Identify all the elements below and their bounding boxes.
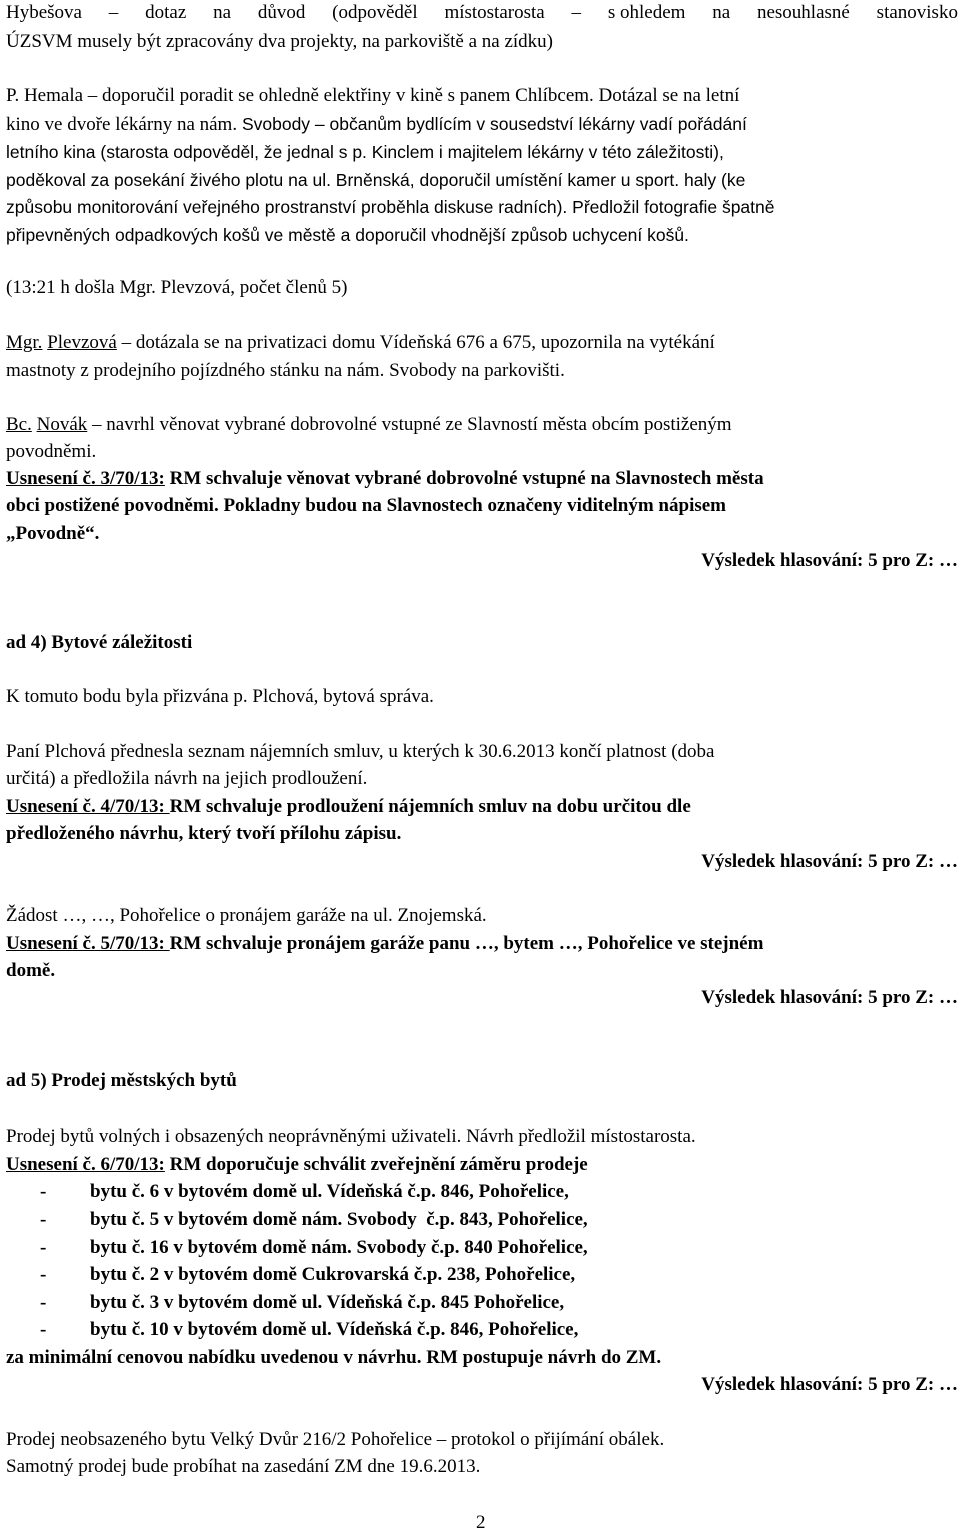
vote-result: Výsledek hlasování: 5 pro Z: … <box>701 987 958 1008</box>
list-item <box>40 1180 569 1204</box>
name-underlined: Mgr. <box>6 332 43 353</box>
text: – dotázala se na privatizaci domu Vídeňská 676 a 675, upozornila na vytékání <box>116 332 715 353</box>
ad5-para1: Prodej bytů volných i obsazených neoprávněnými uživateli. Návrh předložil místostarosta. <box>6 1126 696 1147</box>
word: (odpověděl <box>332 2 418 23</box>
list-item-text: bytu č. 10 v bytovém domě ul. Vídeňská č.p. 846, Pohořelice, <box>90 1319 579 1340</box>
text: RM schvaluje pronájem garáže panu …, bytem …, Pohořelice ve stejném <box>169 933 764 954</box>
word: na <box>712 2 731 23</box>
name-underlined: Plevzová <box>47 332 117 353</box>
list-item <box>40 1291 564 1315</box>
para2-line1: P. Hemala – doporučil poradit se ohledně elektřiny v kině s panem Chlíbcem. Dotázal se na letní <box>6 85 740 106</box>
resolution-4-line1 <box>6 795 691 819</box>
vote-result: Výsledek hlasování: 5 pro Z: … <box>701 851 958 872</box>
word: Hybešova <box>6 2 82 23</box>
resolution-6-line1 <box>6 1153 588 1177</box>
resolution-4-line2: předloženého návrhu, který tvoří přílohu zápisu. <box>6 823 402 844</box>
list-item-text: bytu č. 3 v bytovém domě ul. Vídeňská č.p. 845 Pohořelice, <box>90 1292 565 1313</box>
vote-result: Výsledek hlasování: 5 pro Z: … <box>701 550 958 571</box>
vote-result: Výsledek hlasování: 5 pro Z: … <box>701 1374 958 1395</box>
name-underlined: Novák <box>36 414 88 435</box>
word: – <box>571 2 582 23</box>
last-para-line1: Prodej neobsazeného bytu Velký Dvůr 216/2 Pohořelice – protokol o přijímání obálek. <box>6 1429 665 1450</box>
list-item-text: bytu č. 2 v bytovém domě Cukrovarská č.p. 238, Pohořelice, <box>90 1264 576 1285</box>
bullet-dash: - <box>40 1264 47 1285</box>
para1-line1 <box>6 1 958 25</box>
last-para-line2: Samotný prodej bude probíhat na zasedání ZM dne 19.6.2013. <box>6 1456 481 1477</box>
section-title-ad5: ad 5) Prodej městských bytů <box>6 1070 237 1091</box>
list-item <box>40 1236 588 1260</box>
page-number: 2 <box>476 1512 486 1533</box>
word: s ohledem <box>607 2 686 23</box>
resolution-5-line1 <box>6 932 763 956</box>
resolution-3-line2: obci postižené povodněmi. Pokladny budou na Slavnostech označeny viditelným nápisem <box>6 495 726 516</box>
bullet-dash: - <box>40 1237 47 1258</box>
bullet-dash: - <box>40 1209 47 1230</box>
list-item-text: bytu č. 6 v bytovém domě ul. Vídeňská č.p. 846, Pohořelice, <box>90 1181 569 1202</box>
resolution-label: Usnesení č. 5/70/13: <box>6 933 170 954</box>
resolution-3-line1 <box>6 467 764 491</box>
list-item-text: bytu č. 16 v bytovém domě nám. Svobody č.p. 840 Pohořelice, <box>90 1237 588 1258</box>
ad4-para2-line1: Paní Plchová přednesla seznam nájemních smluv, u kterých k 30.6.2013 končí platnost (doba <box>6 741 715 762</box>
ad4-para1: K tomuto bodu byla přizvána p. Plchová, bytová správa. <box>6 686 434 707</box>
bullet-dash: - <box>40 1319 47 1340</box>
word: stanovisko <box>876 2 958 23</box>
resolution-label: Usnesení č. 3/70/13: <box>6 468 165 489</box>
text: RM doporučuje schválit zveřejnění záměru prodeje <box>164 1154 588 1175</box>
para4-line1 <box>6 331 715 355</box>
para2-line4: poděkoval za posekání živého plotu na ul. Brněnská, doporučil umístění kamer u sport. haly (ke <box>6 170 746 190</box>
word: místostarosta <box>444 2 545 23</box>
name-underlined: Bc. <box>6 414 32 435</box>
para2-line6: připevněných odpadkových košů ve městě a doporučil vhodnější způsob uchycení košů. <box>6 225 689 245</box>
para1-line2: ÚZSVM musely být zpracovány dva projekty, na parkoviště a na zídku) <box>6 31 553 52</box>
resolution-5-line2: domě. <box>6 960 56 981</box>
section-title-ad4: ad 4) Bytové záležitosti <box>6 632 193 653</box>
word: nesouhlasné <box>756 2 850 23</box>
text-sans: Svobody – občanům bydlícím v sousedství lékárny vadí pořádání <box>237 114 747 134</box>
para5-line1 <box>6 413 732 437</box>
text-serif: kino ve dvoře lékárny na nám. <box>6 114 238 135</box>
bullet-dash: - <box>40 1181 47 1202</box>
resolution-3-line3: „Povodně“. <box>6 523 100 544</box>
text: RM schvaluje prodloužení nájemních smluv na dobu určitou dle <box>169 796 691 817</box>
para5-line2: povodněmi. <box>6 441 97 462</box>
text: RM schvaluje věnovat vybrané dobrovolné vstupné na Slavnostech města <box>164 468 764 489</box>
word: na <box>213 2 232 23</box>
list-item <box>40 1318 578 1342</box>
para2-line5: způsobu monitorování veřejného prostranství proběhla diskuse radních). Předložil fotografie špatně <box>6 197 775 217</box>
text: – navrhl věnovat vybrané dobrovolné vstupné ze Slavností města obcím postiženým <box>87 414 732 435</box>
list-item <box>40 1208 588 1232</box>
ad4-para2-line2: určitá) a předložila návrh na jejich prodloužení. <box>6 768 368 789</box>
resolution-6-end: za minimální cenovou nabídku uvedenou v návrhu. RM postupuje návrh do ZM. <box>6 1347 662 1368</box>
resolution-label: Usnesení č. 6/70/13: <box>6 1154 165 1175</box>
arrival-note: (13:21 h došla Mgr. Plevzová, počet členů 5) <box>6 277 348 298</box>
para2-line3: letního kina (starosta odpověděl, že jednal s p. Kinclem i majitelem lékárny v této záležitosti), <box>6 142 724 162</box>
resolution-label: Usnesení č. 4/70/13: <box>6 796 170 817</box>
list-item <box>40 1263 575 1287</box>
para4-line2: mastnoty z prodejního pojízdného stánku na nám. Svobody na parkovišti. <box>6 360 565 381</box>
word: dotaz <box>145 2 187 23</box>
list-item-text: bytu č. 5 v bytovém domě nám. Svobody č.p. 843, Pohořelice, <box>90 1209 588 1230</box>
bullet-dash: - <box>40 1292 47 1313</box>
request-line: Žádost …, …, Pohořelice o pronájem garáže na ul. Znojemská. <box>6 905 487 926</box>
para2-line2 <box>6 112 747 136</box>
word: důvod <box>257 2 306 23</box>
word: – <box>108 2 119 23</box>
